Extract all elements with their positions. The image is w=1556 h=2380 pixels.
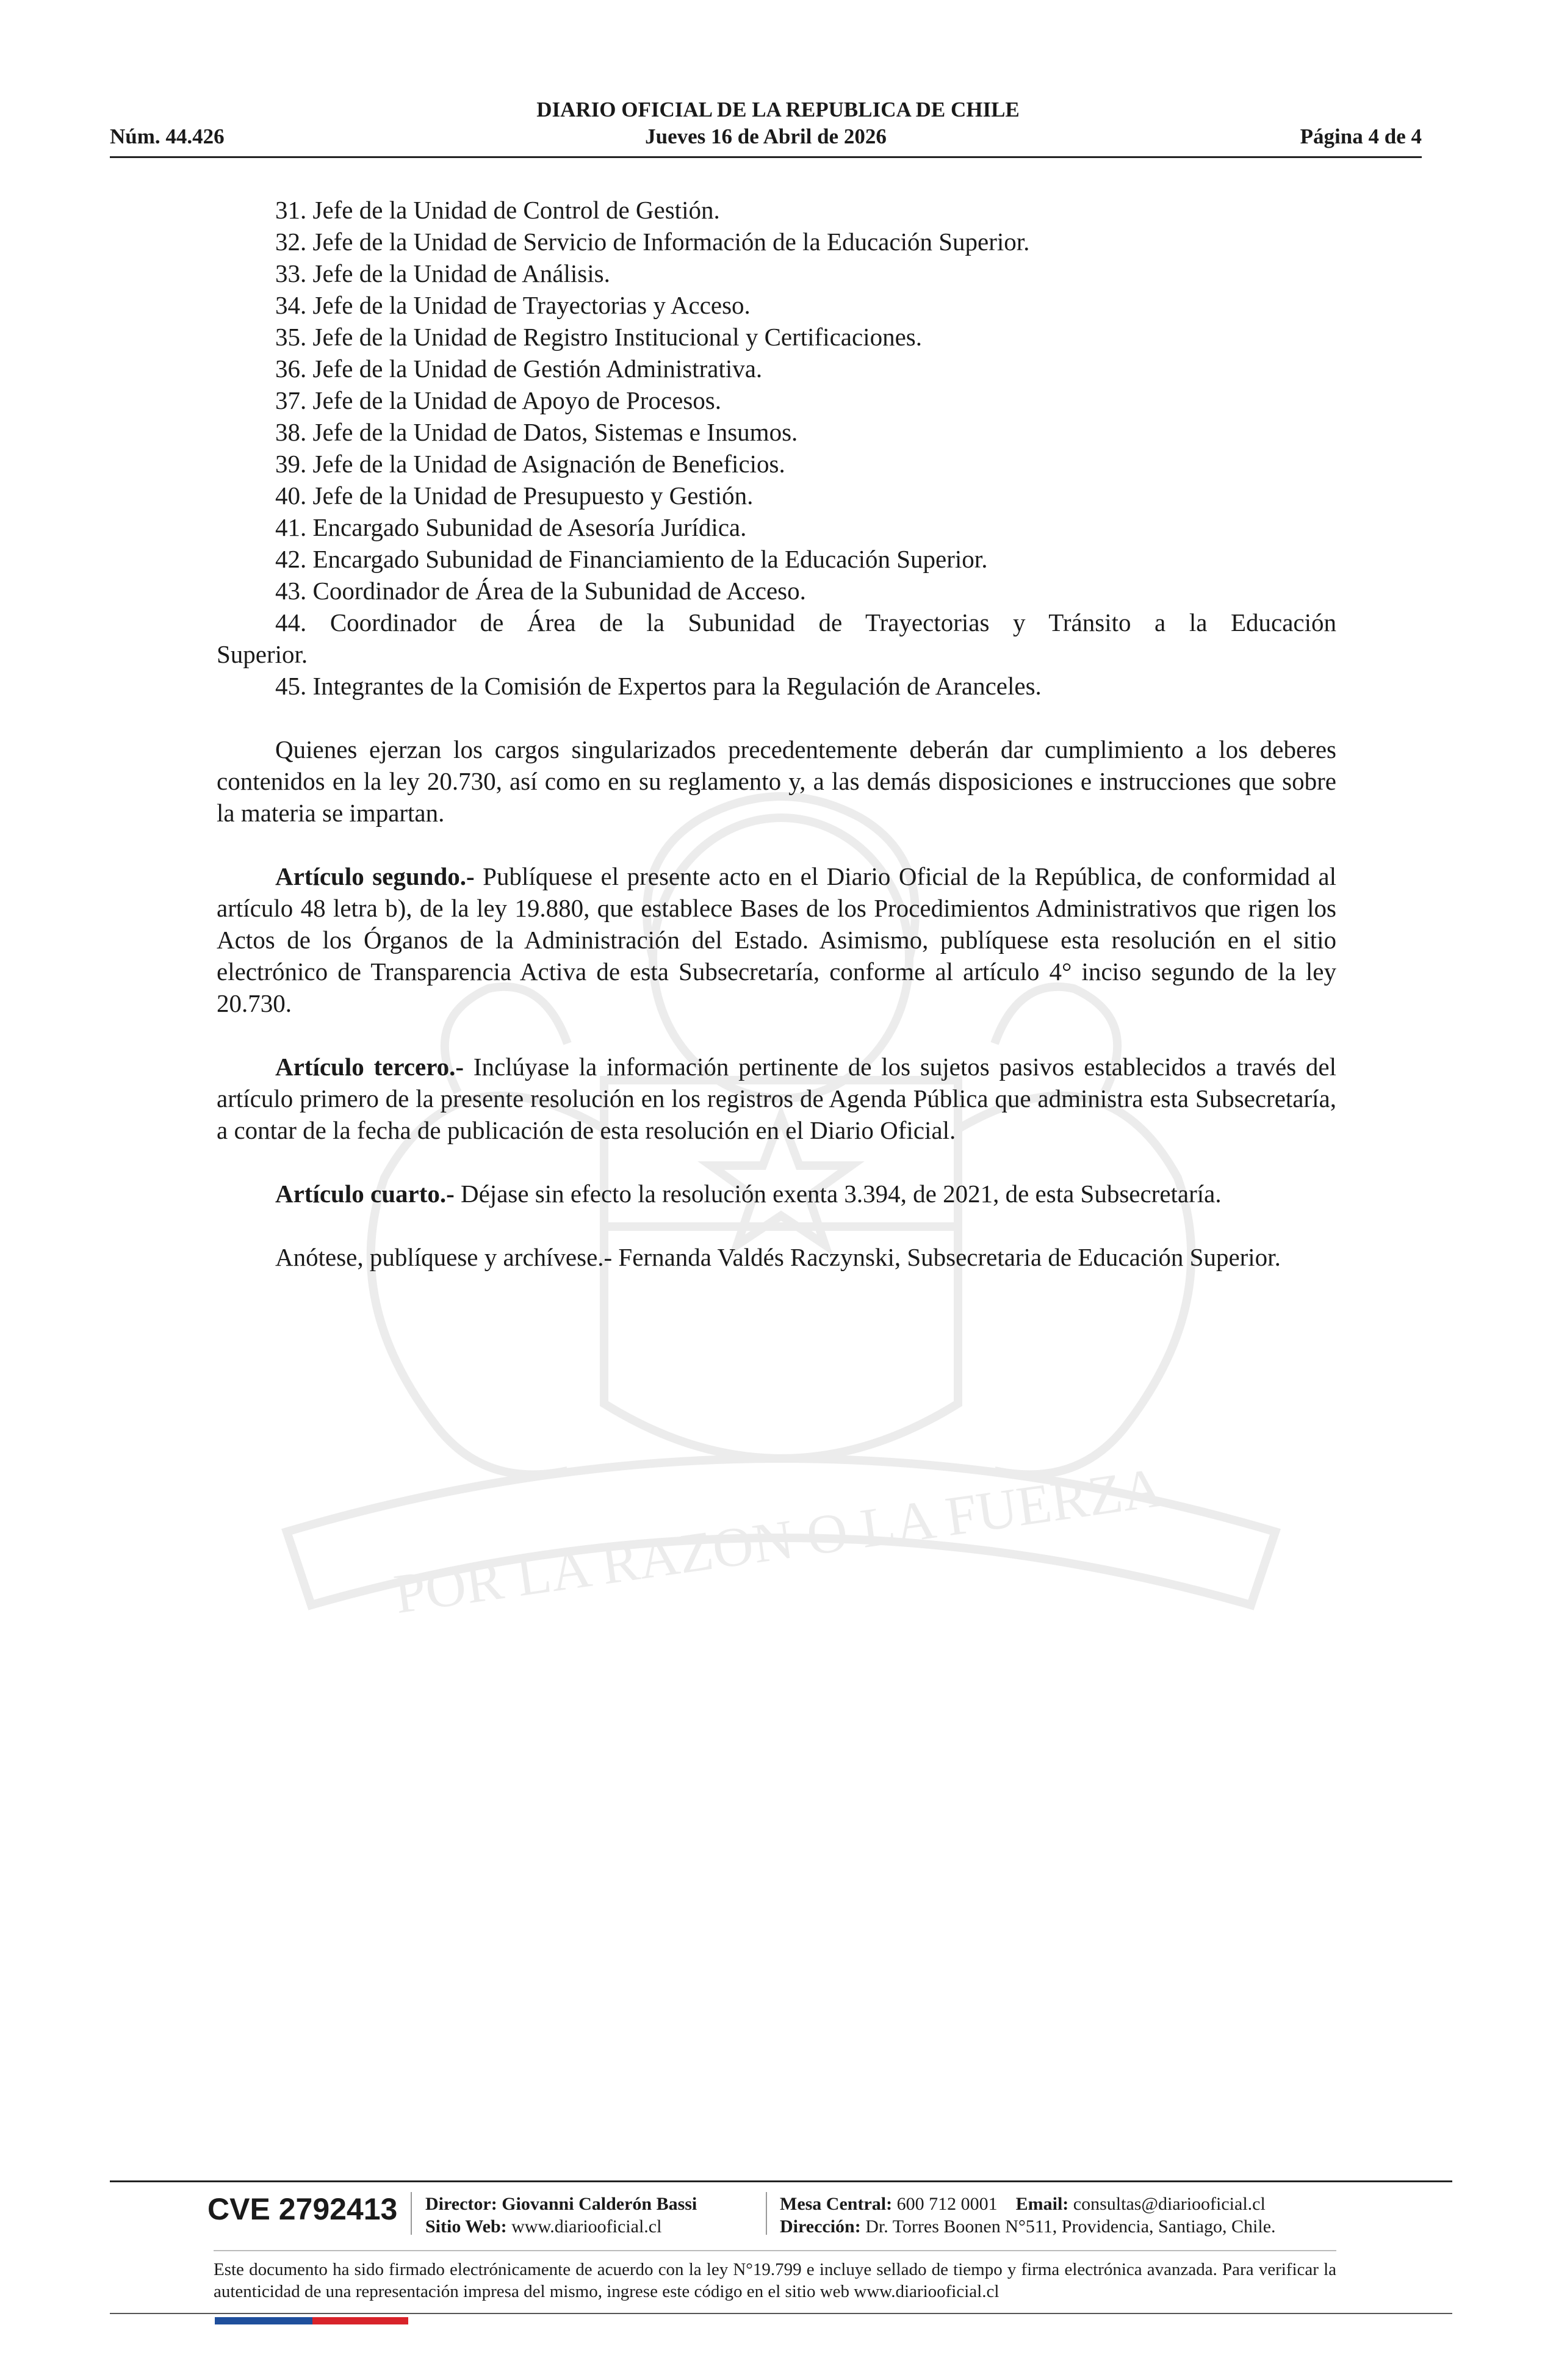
footer-separator	[766, 2192, 767, 2235]
list-item: 42. Encargado Subunidad de Financiamiento de la Educación Superior.	[275, 545, 988, 573]
closing-paragraph: Anótese, publíquese y archívese.- Fernanda Valdés Raczynski, Subsecretaria de Educación Superior.	[275, 1243, 1281, 1271]
articulo-segundo-text: Publíquese el presente acto en el Diario Oficial de la República, de conformidad al artículo 48 letra b), de la ley 19.880, que establece Bases de los Procedimientos Administrativos que rigen los Actos de los Órganos de la Administración del Estado. Asimismo, publíquese esta resolución en el sitio electrónico de Transparencia Activa de esta Subsecretaría, conforme al artículo 4° inciso segundo de la ley 20.730.	[217, 862, 1336, 1017]
footer-contact-block: Mesa Central: 600 712 0001 Email: consultas@diariooficial.cl Dirección: Dr. Torres Boonen N°511, Providencia, Santiago, Chile.	[780, 2194, 1276, 2237]
issue-date: Jueves 16 de Abril de 2026	[645, 124, 887, 148]
articulo-segundo-label: Artículo segundo.-	[275, 862, 475, 890]
email-link[interactable]: consultas@diariooficial.cl	[1073, 2194, 1266, 2214]
footer-director-block: Director: Giovanni Calderón Bassi Sitio Web: www.diariooficial.cl	[425, 2194, 697, 2237]
cve-code: CVE 2792413	[207, 2192, 398, 2226]
footer-separator	[411, 2192, 412, 2235]
document-body	[217, 194, 1336, 1273]
articulo-cuarto-label: Artículo cuarto.-	[275, 1180, 455, 1208]
list-item: 40. Jefe de la Unidad de Presupuesto y Gestión.	[275, 481, 754, 510]
list-item: 35. Jefe de la Unidad de Registro Institucional y Certificaciones.	[275, 323, 922, 351]
newspaper-title: DIARIO OFICIAL DE LA REPUBLICA DE CHILE	[536, 98, 1020, 121]
list-item: 32. Jefe de la Unidad de Servicio de Información de la Educación Superior.	[275, 228, 1030, 256]
list-item: 43. Coordinador de Área de la Subunidad de Acceso.	[275, 577, 806, 605]
website-link[interactable]: www.diariooficial.cl	[511, 2216, 662, 2237]
director-name: Giovanni Calderón Bassi	[502, 2194, 697, 2214]
list-item: 44. Coordinador de Área de la Subunidad de Trayectorias y Tránsito a la Educación	[275, 608, 1336, 636]
list-item: 37. Jefe de la Unidad de Apoyo de Procesos.	[275, 386, 721, 414]
address: Dr. Torres Boonen N°511, Providencia, Santiago, Chile.	[865, 2216, 1276, 2237]
obligations-paragraph: Quienes ejerzan los cargos singularizados precedentemente deberán dar cumplimiento a los deberes contenidos en la ley 20.730, así como en su reglamento y, a las demás disposiciones e instrucciones que sobre la materia se impartan.	[217, 735, 1336, 827]
articulo-tercero	[217, 1051, 1336, 1146]
legal-notice: Este documento ha sido firmado electrónicamente de acuerdo con la ley N°19.799 e incluye sellado de tiempo y firma electrónica avanzada. Para verificar la autenticidad de una representación impresa del mismo, ingrese este código en el sitio web www.diariooficial.cl	[214, 2260, 1336, 2301]
articulo-tercero-text: Inclúyase la información pertinente de los sujetos pasivos establecidos a través del artículo primero de la presente resolución en los registros de Agenda Pública que administra esta Subsecretaría, a contar de la fecha de publicación de esta resolución en el Diario Oficial.	[217, 1053, 1336, 1144]
articulo-segundo	[217, 860, 1336, 1019]
list-item-continuation: Superior.	[217, 640, 308, 668]
footer-bottom-divider	[110, 2313, 1452, 2314]
page-indicator: Página 4 de 4	[1300, 124, 1422, 148]
articulo-cuarto-text: Déjase sin efecto la resolución exenta 3.394, de 2021, de esta Subsecretaría.	[461, 1180, 1222, 1208]
articulo-cuarto	[217, 1178, 1336, 1210]
positions-list	[217, 194, 1336, 702]
articulo-tercero-label: Artículo tercero.-	[275, 1053, 464, 1081]
footer-thin-divider	[214, 2250, 1336, 2251]
list-item: 36. Jefe de la Unidad de Gestión Administrativa.	[275, 355, 763, 383]
issue-number: Núm. 44.426	[110, 124, 225, 148]
list-item: 34. Jefe de la Unidad de Trayectorias y Acceso.	[275, 291, 751, 319]
list-item: 33. Jefe de la Unidad de Análisis.	[275, 259, 610, 287]
phone-number: 600 712 0001	[896, 2194, 998, 2214]
list-item: 39. Jefe de la Unidad de Asignación de Beneficios.	[275, 450, 785, 478]
flag-stripe-red	[312, 2317, 408, 2324]
list-item: 41. Encargado Subunidad de Asesoría Jurídica.	[275, 513, 747, 541]
flag-stripe-blue	[215, 2317, 312, 2324]
list-item: 31. Jefe de la Unidad de Control de Gestión.	[275, 196, 720, 224]
list-item: 38. Jefe de la Unidad de Datos, Sistemas e Insumos.	[275, 418, 798, 446]
footer-divider	[110, 2180, 1452, 2182]
watermark-motto: POR LA RAZON O LA FUERZA	[390, 1455, 1167, 1626]
header-divider	[110, 156, 1422, 158]
header-row	[110, 124, 1422, 151]
list-item: 45. Integrantes de la Comisión de Expertos para la Regulación de Aranceles.	[275, 672, 1042, 700]
